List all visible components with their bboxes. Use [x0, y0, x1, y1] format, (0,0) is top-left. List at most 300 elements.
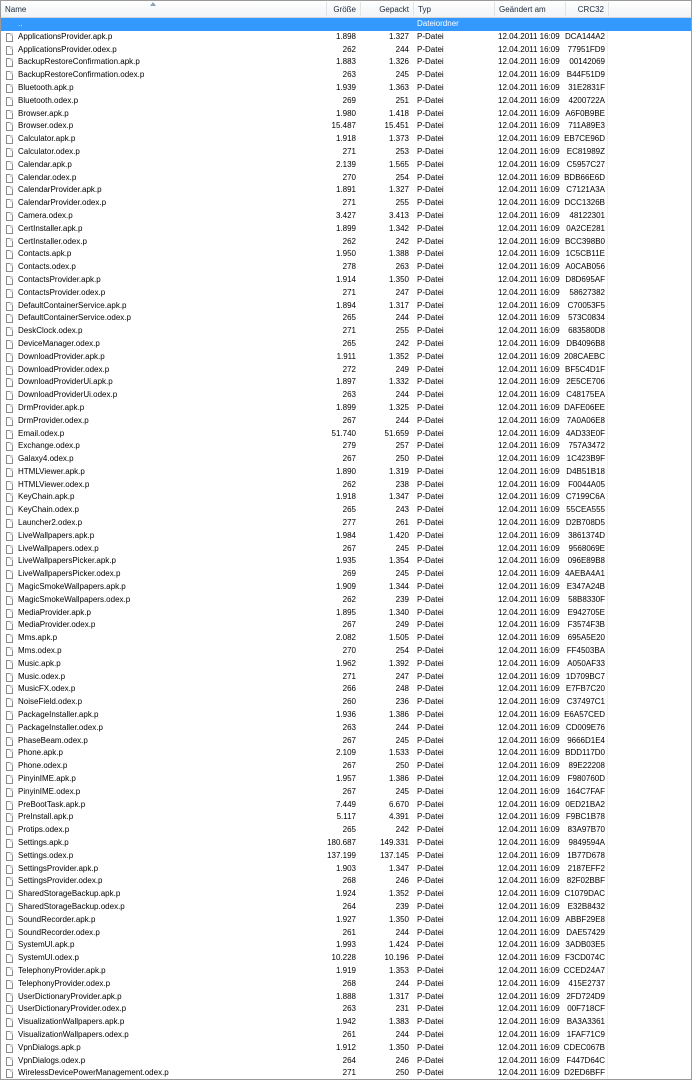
file-icon — [5, 671, 15, 684]
file-row[interactable] — [1, 428, 691, 441]
file-row[interactable] — [1, 875, 691, 888]
sort-ascending-icon — [150, 2, 156, 6]
file-type: P-Datei — [417, 402, 444, 412]
column-header-modified-label: Geändert am — [499, 5, 546, 14]
file-row[interactable] — [1, 671, 691, 684]
file-packed-size: 251 — [395, 95, 409, 105]
file-type: P-Datei — [417, 889, 444, 899]
file-row[interactable] — [1, 376, 691, 389]
file-row[interactable] — [1, 146, 691, 159]
file-type: P-Datei — [417, 684, 444, 694]
file-icon-shape — [6, 916, 13, 925]
file-row[interactable] — [1, 479, 691, 492]
file-icon-shape — [6, 71, 13, 80]
file-row[interactable] — [1, 210, 691, 223]
file-modified: 12.04.2011 16:09 — [498, 351, 560, 361]
file-modified: 12.04.2011 16:09 — [498, 825, 560, 835]
file-modified: 12.04.2011 16:09 — [498, 172, 560, 182]
column-header-size[interactable] — [327, 1, 360, 17]
file-modified: 12.04.2011 16:09 — [498, 1042, 560, 1052]
file-row[interactable] — [1, 773, 691, 786]
file-name: Bluetooth.odex.p — [18, 95, 79, 105]
file-row[interactable] — [1, 120, 691, 133]
file-icon — [5, 863, 15, 876]
file-name: Browser.odex.p — [18, 121, 74, 131]
file-name: UserDictionaryProvider.odex.p — [18, 1004, 127, 1014]
file-name: ContactsProvider.odex.p — [18, 287, 106, 297]
file-row[interactable] — [1, 31, 691, 44]
file-modified: 12.04.2011 16:09 — [498, 671, 560, 681]
file-row[interactable] — [1, 389, 691, 402]
file-packed-size: 261 — [395, 518, 409, 528]
file-icon — [5, 786, 15, 799]
file-icon-shape — [6, 110, 13, 119]
file-modified: 12.04.2011 16:09 — [498, 492, 560, 502]
file-modified: 12.04.2011 16:09 — [498, 236, 560, 246]
file-crc: E7FB7C20 — [565, 684, 605, 694]
file-size: 2.109 — [335, 748, 356, 758]
file-name: ContactsProvider.apk.p — [18, 274, 101, 284]
file-row[interactable] — [1, 735, 691, 748]
file-modified: 12.04.2011 16:09 — [498, 210, 560, 220]
file-modified: 12.04.2011 16:09 — [498, 774, 560, 784]
file-crc: 2E5CE706 — [566, 377, 605, 387]
file-type: P-Datei — [417, 838, 444, 847]
file-size: 1.912 — [335, 1042, 356, 1052]
file-name: DownloadProviderUi.odex.p — [18, 390, 118, 400]
file-crc: 48122301 — [569, 210, 605, 220]
file-type: P-Datei — [417, 172, 444, 182]
file-row[interactable] — [1, 261, 691, 274]
file-name: KeyChain.apk.p — [18, 492, 75, 502]
file-icon — [5, 939, 15, 952]
file-icon-shape — [6, 250, 13, 259]
file-packed-size: 10.196 — [384, 953, 409, 963]
file-row[interactable] — [1, 312, 691, 325]
file-row[interactable] — [1, 658, 691, 671]
file-size: 1.957 — [335, 774, 356, 784]
file-size: 7.449 — [335, 799, 356, 809]
file-modified: 12.04.2011 16:09 — [498, 761, 560, 771]
file-size: 267 — [342, 620, 356, 630]
file-modified: 12.04.2011 16:09 — [498, 889, 560, 899]
file-row[interactable] — [1, 440, 691, 453]
file-size: 1.888 — [335, 991, 356, 1001]
file-icon-shape — [6, 724, 13, 733]
file-name: UserDictionaryProvider.apk.p — [18, 991, 122, 1001]
file-row[interactable] — [1, 69, 691, 82]
file-row[interactable] — [1, 594, 691, 607]
file-icon-shape — [6, 212, 13, 221]
file-icon-shape — [6, 775, 13, 784]
file-icon-shape — [6, 1031, 13, 1040]
file-icon-shape — [6, 839, 13, 848]
file-type: P-Datei — [417, 466, 444, 476]
file-name: Calculator.apk.p — [18, 134, 76, 144]
file-size: 263 — [342, 390, 356, 400]
file-modified: 12.04.2011 16:09 — [498, 57, 560, 67]
file-type: P-Datei — [417, 185, 444, 195]
file-row[interactable] — [1, 1067, 691, 1080]
file-row[interactable] — [1, 1016, 691, 1029]
file-type: P-Datei — [417, 735, 444, 745]
file-name: HTMLViewer.apk.p — [18, 466, 85, 476]
file-size: 137.199 — [327, 850, 356, 860]
file-crc: 77951FD9 — [567, 44, 605, 54]
file-row[interactable] — [1, 402, 691, 415]
file-row[interactable] — [1, 568, 691, 581]
column-header-packed[interactable] — [361, 1, 413, 17]
file-row[interactable] — [1, 991, 691, 1004]
file-name: DownloadProvider.apk.p — [18, 351, 105, 361]
file-packed-size: 1.342 — [388, 223, 409, 233]
file-size: 1.894 — [335, 300, 356, 310]
file-modified: 12.04.2011 16:09 — [498, 735, 560, 745]
file-row[interactable] — [1, 300, 691, 313]
file-type: P-Datei — [417, 287, 444, 297]
file-type: P-Datei — [417, 1068, 444, 1078]
file-size: 2.082 — [335, 633, 356, 643]
file-type: P-Datei — [417, 594, 444, 604]
file-icon-shape — [6, 711, 13, 720]
file-row[interactable] — [1, 1055, 691, 1068]
file-name: Contacts.apk.p — [18, 249, 72, 259]
file-icon — [5, 428, 15, 441]
file-icon — [5, 146, 15, 159]
file-packed-size: 253 — [395, 146, 409, 156]
file-modified: 12.04.2011 16:09 — [498, 543, 560, 553]
file-icon — [5, 300, 15, 313]
file-row[interactable] — [1, 696, 691, 709]
file-row[interactable] — [1, 824, 691, 837]
file-type: P-Datei — [417, 198, 444, 208]
file-row[interactable] — [1, 683, 691, 696]
file-icon — [5, 389, 15, 402]
file-crc: D2B708D5 — [565, 518, 605, 528]
file-row[interactable] — [1, 863, 691, 876]
file-icon — [5, 619, 15, 632]
file-type: P-Datei — [417, 569, 444, 579]
file-row[interactable] — [1, 914, 691, 927]
file-icon — [5, 261, 15, 274]
file-row[interactable] — [1, 786, 691, 799]
file-modified: 12.04.2011 16:09 — [498, 991, 560, 1001]
file-modified: 12.04.2011 16:09 — [498, 1017, 560, 1027]
column-header-type[interactable] — [414, 1, 494, 17]
file-modified: 12.04.2011 16:09 — [498, 95, 560, 105]
file-icon-shape — [6, 225, 13, 234]
file-type: P-Datei — [417, 901, 444, 911]
file-size: 262 — [342, 236, 356, 246]
file-packed-size: 137.145 — [380, 850, 409, 860]
file-icon — [5, 402, 15, 415]
file-icon — [5, 952, 15, 965]
file-row[interactable] — [1, 517, 691, 530]
file-icon — [5, 811, 15, 824]
file-icon — [5, 747, 15, 760]
file-size: 271 — [342, 671, 356, 681]
file-row[interactable] — [1, 56, 691, 69]
file-packed-size: 244 — [395, 722, 409, 732]
file-row[interactable] — [1, 747, 691, 760]
file-name: PreBootTask.apk.p — [18, 799, 86, 809]
file-modified: 12.04.2011 16:09 — [498, 965, 560, 975]
file-row[interactable] — [1, 1042, 691, 1055]
file-icon — [5, 248, 15, 261]
file-size: 279 — [342, 441, 356, 451]
file-icon-shape — [6, 378, 13, 387]
file-row[interactable] — [1, 491, 691, 504]
file-icon-shape — [6, 174, 13, 183]
file-name: DefaultContainerService.apk.p — [18, 300, 127, 310]
file-crc: 00142069 — [569, 57, 605, 67]
file-icon-shape — [6, 519, 13, 528]
file-modified: 12.04.2011 16:09 — [498, 31, 560, 41]
file-modified: 12.04.2011 16:09 — [498, 70, 560, 80]
file-icon — [5, 824, 15, 837]
file-type: P-Datei — [417, 518, 444, 528]
file-row[interactable] — [1, 108, 691, 121]
file-name: MagicSmokeWallpapers.odex.p — [18, 594, 131, 604]
file-size: 278 — [342, 262, 356, 272]
file-icon-shape — [6, 993, 13, 1002]
file-row[interactable] — [1, 607, 691, 620]
file-row[interactable] — [1, 927, 691, 940]
file-type: P-Datei — [417, 748, 444, 758]
file-row[interactable] — [1, 172, 691, 185]
file-name: SettingsProvider.odex.p — [18, 876, 103, 886]
file-size: 272 — [342, 364, 356, 374]
file-crc: 1C423B9F — [566, 454, 605, 464]
file-crc: 00F718CF — [567, 1004, 605, 1014]
file-row[interactable] — [1, 338, 691, 351]
file-icon-shape — [6, 161, 13, 170]
file-crc: F0044A05 — [568, 479, 605, 489]
file-row[interactable] — [1, 159, 691, 172]
file-icon-shape — [6, 302, 13, 311]
file-name: SharedStorageBackup.odex.p — [18, 901, 125, 911]
file-modified: 12.04.2011 16:09 — [498, 338, 560, 348]
file-icon-shape — [6, 340, 13, 349]
file-icon — [5, 210, 15, 223]
file-modified: 12.04.2011 16:09 — [498, 607, 560, 617]
file-icon-shape — [6, 801, 13, 810]
file-modified: 12.04.2011 16:09 — [498, 569, 560, 579]
file-row[interactable] — [1, 197, 691, 210]
file-row[interactable] — [1, 95, 691, 108]
file-packed-size: 1.420 — [388, 530, 409, 540]
file-size: 1.890 — [335, 466, 356, 476]
file-size: 267 — [342, 454, 356, 464]
file-icon — [5, 1016, 15, 1029]
file-size: 264 — [342, 1055, 356, 1065]
file-modified: 12.04.2011 16:09 — [498, 722, 560, 732]
column-header-name[interactable] — [1, 1, 326, 17]
file-row[interactable] — [1, 1029, 691, 1042]
file-type: P-Datei — [417, 428, 444, 438]
file-row[interactable] — [1, 236, 691, 249]
file-size: 268 — [342, 978, 356, 988]
file-row[interactable] — [1, 453, 691, 466]
file-row[interactable] — [1, 133, 691, 146]
file-type: P-Datei — [417, 863, 444, 873]
file-row[interactable] — [1, 1003, 691, 1016]
file-row[interactable] — [1, 901, 691, 914]
file-packed-size: 15.451 — [384, 121, 409, 131]
file-row[interactable] — [1, 722, 691, 735]
file-row[interactable] — [1, 837, 691, 850]
file-size: 1.919 — [335, 965, 356, 975]
column-divider[interactable] — [608, 2, 609, 16]
file-row[interactable] — [1, 619, 691, 632]
file-name: LiveWallpapersPicker.odex.p — [18, 569, 121, 579]
file-row[interactable] — [1, 709, 691, 722]
file-packed-size: 245 — [395, 786, 409, 796]
file-row[interactable] — [1, 543, 691, 556]
file-type: P-Datei — [417, 31, 444, 41]
file-packed-size: 1.325 — [388, 402, 409, 412]
file-packed-size: 244 — [395, 313, 409, 323]
file-size: 1.918 — [335, 134, 356, 144]
file-crc: 208CAEBC — [564, 351, 605, 361]
file-icon-shape — [6, 557, 13, 566]
file-row[interactable] — [1, 351, 691, 364]
file-row[interactable] — [1, 888, 691, 901]
file-modified: 12.04.2011 16:09 — [498, 710, 560, 720]
file-size: 267 — [342, 786, 356, 796]
file-row[interactable] — [1, 504, 691, 517]
file-packed-size: 242 — [395, 236, 409, 246]
file-icon-shape — [6, 481, 13, 490]
file-icon-shape — [6, 1057, 13, 1066]
file-type: P-Datei — [417, 377, 444, 387]
file-icon — [5, 722, 15, 735]
file-icon — [5, 965, 15, 978]
file-name: Mms.apk.p — [18, 633, 58, 643]
parent-folder-row[interactable] — [1, 18, 691, 31]
file-row[interactable] — [1, 978, 691, 991]
file-row[interactable] — [1, 632, 691, 645]
file-size: 1.984 — [335, 530, 356, 540]
file-row[interactable] — [1, 645, 691, 658]
file-row[interactable] — [1, 287, 691, 300]
file-packed-size: 1.317 — [388, 991, 409, 1001]
file-name: Exchange.odex.p — [18, 441, 80, 451]
file-type: P-Datei — [417, 697, 444, 707]
file-row[interactable] — [1, 939, 691, 952]
file-row[interactable] — [1, 82, 691, 95]
file-type: P-Datei — [417, 812, 444, 822]
file-size: 263 — [342, 1004, 356, 1014]
file-row[interactable] — [1, 415, 691, 428]
file-name: SharedStorageBackup.apk.p — [18, 889, 121, 899]
file-icon-shape — [6, 903, 13, 912]
file-row[interactable] — [1, 760, 691, 773]
file-icon-shape — [6, 46, 13, 55]
file-type: P-Datei — [417, 1055, 444, 1065]
file-name: WirelessDevicePowerManagement.odex.p — [18, 1068, 169, 1078]
file-packed-size: 1.350 — [388, 914, 409, 924]
file-icon — [5, 555, 15, 568]
file-row[interactable] — [1, 44, 691, 57]
file-icon — [5, 325, 15, 338]
file-row[interactable] — [1, 364, 691, 377]
file-type: P-Datei — [417, 582, 444, 592]
file-type: P-Datei — [417, 774, 444, 784]
file-type: P-Datei — [417, 108, 444, 118]
file-row[interactable] — [1, 466, 691, 479]
file-icon — [5, 799, 15, 812]
file-row[interactable] — [1, 248, 691, 261]
file-row[interactable] — [1, 799, 691, 812]
file-type: P-Datei — [417, 620, 444, 630]
file-icon-shape — [6, 890, 13, 899]
file-type: P-Datei — [417, 722, 444, 732]
file-type: P-Datei — [417, 799, 444, 809]
file-packed-size: 1.327 — [388, 31, 409, 41]
file-type: P-Datei — [417, 607, 444, 617]
file-name: LiveWallpapers.odex.p — [18, 543, 99, 553]
file-row[interactable] — [1, 555, 691, 568]
file-name: Settings.apk.p — [18, 838, 69, 847]
column-header-name-label: Name — [5, 5, 27, 14]
file-size: 1.936 — [335, 710, 356, 720]
file-name: TelephonyProvider.odex.p — [18, 978, 111, 988]
file-type: P-Datei — [417, 300, 444, 310]
column-header-packed-label: Gepackt — [379, 5, 409, 14]
file-row[interactable] — [1, 530, 691, 543]
file-icon-shape — [6, 813, 13, 822]
file-size: 1.980 — [335, 108, 356, 118]
file-icon — [5, 914, 15, 927]
column-header-crc[interactable] — [566, 1, 608, 17]
file-modified: 12.04.2011 16:09 — [498, 748, 560, 758]
file-packed-size: 250 — [395, 761, 409, 771]
file-row[interactable] — [1, 184, 691, 197]
file-crc: DAE57429 — [566, 927, 605, 937]
file-size: 180.687 — [327, 838, 356, 847]
file-crc: EB7CE96D — [564, 134, 605, 144]
file-icon — [5, 69, 15, 82]
file-row[interactable] — [1, 274, 691, 287]
file-size: 1.909 — [335, 582, 356, 592]
file-row[interactable] — [1, 965, 691, 978]
file-icon-shape — [6, 1018, 13, 1027]
file-icon — [5, 837, 15, 850]
file-name: MusicFX.odex.p — [18, 684, 76, 694]
file-name: Phone.apk.p — [18, 748, 63, 758]
file-row[interactable] — [1, 952, 691, 965]
file-packed-size: 246 — [395, 876, 409, 886]
file-icon-shape — [6, 148, 13, 157]
file-row[interactable] — [1, 325, 691, 338]
file-row[interactable] — [1, 581, 691, 594]
file-row[interactable] — [1, 223, 691, 236]
column-header-modified[interactable] — [495, 1, 565, 17]
file-icon — [5, 172, 15, 185]
file-name: Music.apk.p — [18, 658, 61, 668]
file-packed-size: 254 — [395, 646, 409, 656]
file-crc: 2FD724D9 — [566, 991, 605, 1001]
file-modified: 12.04.2011 16:09 — [498, 441, 560, 451]
file-type: P-Datei — [417, 876, 444, 886]
file-row[interactable] — [1, 850, 691, 863]
file-icon — [5, 850, 15, 863]
file-modified: 12.04.2011 16:09 — [498, 646, 560, 656]
file-row[interactable] — [1, 811, 691, 824]
file-icon — [5, 236, 15, 249]
file-type: P-Datei — [417, 415, 444, 425]
